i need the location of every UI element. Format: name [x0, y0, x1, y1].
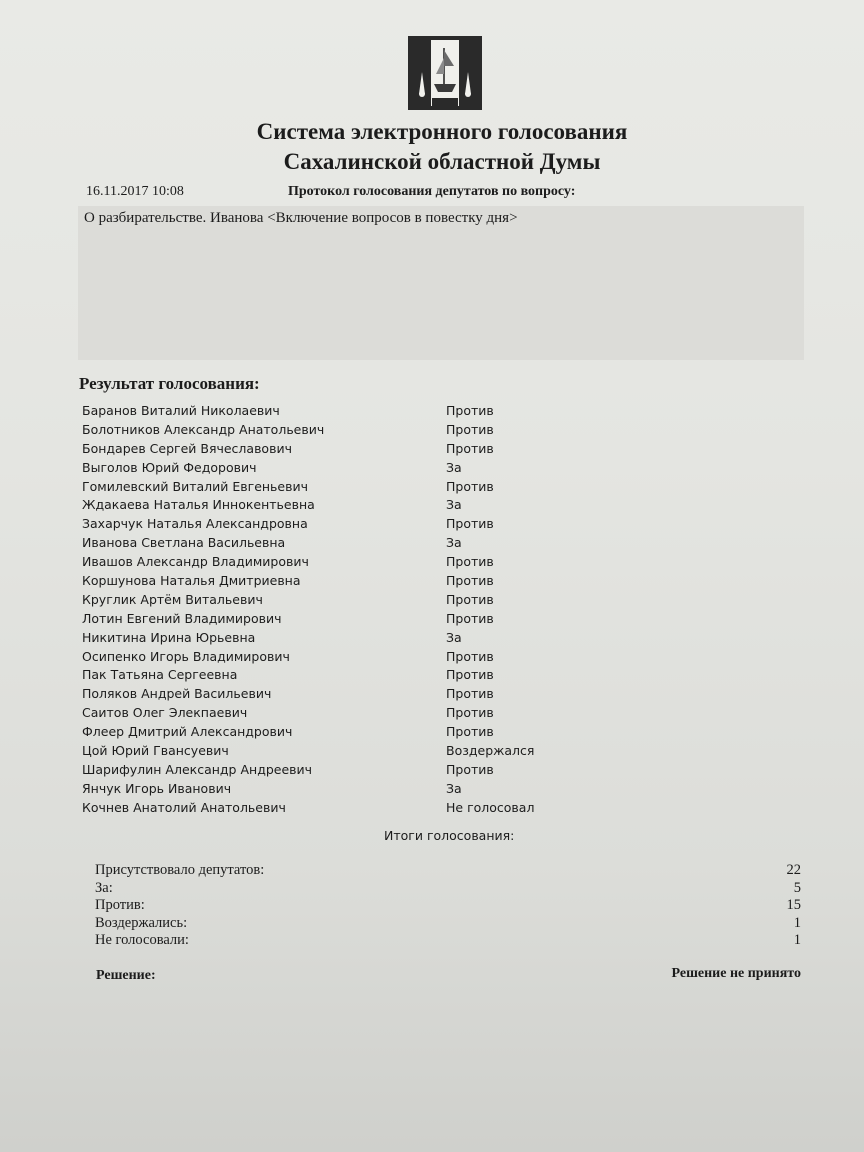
vote-row — [82, 704, 602, 723]
totals-value: 1 — [793, 932, 801, 948]
deputy-name: Баранов Виталий Николаевич — [82, 403, 280, 418]
vote-value: Против — [446, 761, 494, 777]
deputy-name: Шарифулин Александр Андреевич — [82, 761, 313, 777]
vote-value: За — [446, 535, 462, 551]
deputy-name: Лотин Евгений Владимирович — [82, 610, 282, 626]
vote-value: Против — [446, 591, 494, 607]
vote-value: Против — [446, 440, 494, 456]
vote-value: Против — [446, 421, 494, 437]
totals-label: За: — [95, 879, 113, 896]
decision-value: Решение не принято — [671, 966, 801, 981]
totals-label: Воздержались: — [95, 914, 188, 931]
deputy-name: Ждакаева Наталья Иннокентьевна — [82, 497, 315, 513]
totals-value: 5 — [793, 879, 801, 896]
vote-row — [82, 534, 602, 553]
vote-row — [82, 685, 602, 704]
results-heading: Результат голосования: — [79, 374, 260, 393]
vote-value: За — [446, 629, 462, 645]
question-text: О разбирательстве. Иванова <Включение вопросов в повестку дня> — [84, 210, 518, 226]
question-box — [78, 206, 804, 360]
vote-row — [82, 572, 602, 591]
vote-row — [82, 629, 602, 648]
vote-value: Против — [446, 478, 494, 494]
vote-value: За — [446, 780, 462, 796]
deputy-name: Коршунова Наталья Дмитриевна — [82, 573, 301, 589]
vote-row — [82, 780, 602, 799]
vote-value: Против — [446, 610, 494, 626]
deputy-name: Поляков Андрей Васильевич — [82, 686, 272, 702]
totals-row — [95, 897, 801, 915]
vote-row — [82, 478, 602, 497]
vote-row — [82, 496, 602, 515]
totals-label: Против: — [95, 897, 145, 913]
deputy-name: Бондарев Сергей Вячеславович — [82, 440, 292, 456]
vote-row — [82, 799, 602, 818]
coat-of-arms-icon — [408, 36, 482, 110]
vote-row — [82, 610, 602, 629]
deputy-name: Саитов Олег Элекпаевич — [82, 705, 248, 721]
totals-value: 15 — [786, 897, 801, 913]
vote-row — [82, 723, 602, 742]
totals-row — [95, 880, 801, 898]
vote-row — [82, 440, 602, 459]
vote-value: Против — [446, 705, 494, 721]
vote-value: Не голосовал — [446, 799, 535, 815]
totals-row — [95, 862, 801, 880]
deputy-name: Ивашов Александр Владимирович — [82, 554, 309, 570]
vote-row — [82, 553, 602, 572]
vote-row — [82, 459, 602, 478]
totals-row — [95, 915, 801, 933]
deputy-name: Гомилевский Виталий Евгеньевич — [82, 478, 308, 494]
vote-value: Против — [446, 648, 494, 664]
deputy-name: Янчук Игорь Иванович — [82, 780, 232, 796]
vote-value: Воздержался — [446, 743, 535, 759]
deputy-name: Иванова Светлана Васильевна — [82, 535, 286, 551]
totals-heading: Итоги голосования: — [384, 828, 515, 843]
deputy-name: Круглик Артём Витальевич — [82, 591, 263, 607]
vote-value: Против — [446, 403, 494, 418]
vote-row — [82, 402, 602, 421]
page-title-line1: Система электронного голосования — [256, 119, 628, 144]
deputy-name: Никитина Ирина Юрьевна — [82, 629, 256, 645]
deputy-name: Флеер Дмитрий Александрович — [82, 724, 293, 740]
vote-value: Против — [446, 724, 494, 740]
vote-value: Против — [446, 516, 494, 532]
vote-row — [82, 761, 602, 780]
deputy-name: Осипенко Игорь Владимирович — [82, 648, 290, 664]
deputy-name: Выголов Юрий Федорович — [82, 459, 257, 475]
deputy-name: Кочнев Анатолий Анатольевич — [82, 799, 286, 815]
vote-value: Против — [446, 686, 494, 702]
vote-row — [82, 648, 602, 667]
votes-list — [82, 402, 602, 818]
vote-value: Против — [446, 573, 494, 589]
vote-row — [82, 666, 602, 685]
vote-row — [82, 742, 602, 761]
totals-value: 22 — [786, 862, 801, 878]
vote-value: Против — [446, 554, 494, 570]
totals-label: Присутствовало депутатов: — [95, 862, 265, 878]
totals-list — [95, 862, 801, 950]
vote-value: За — [446, 459, 462, 475]
page-title-line2: Сахалинской областной Думы — [283, 149, 601, 174]
deputy-name: Пак Татьяна Сергеевна — [82, 667, 238, 683]
deputy-name: Захарчук Наталья Александровна — [82, 516, 308, 532]
protocol-title: Протокол голосования депутатов по вопросу: — [288, 184, 576, 199]
deputy-name: Цой Юрий Гвансуевич — [82, 743, 229, 759]
vote-value: Против — [446, 667, 494, 683]
deputy-name: Болотников Александр Анатольевич — [82, 421, 325, 437]
vote-value: За — [446, 497, 462, 513]
vote-row — [82, 591, 602, 610]
protocol-datetime: 16.11.2017 10:08 — [86, 184, 184, 199]
totals-label: Не голосовали: — [95, 932, 189, 948]
totals-value: 1 — [793, 914, 801, 931]
decision-label: Решение: — [96, 968, 156, 983]
totals-row — [95, 932, 801, 950]
vote-row — [82, 421, 602, 440]
vote-row — [82, 515, 602, 534]
